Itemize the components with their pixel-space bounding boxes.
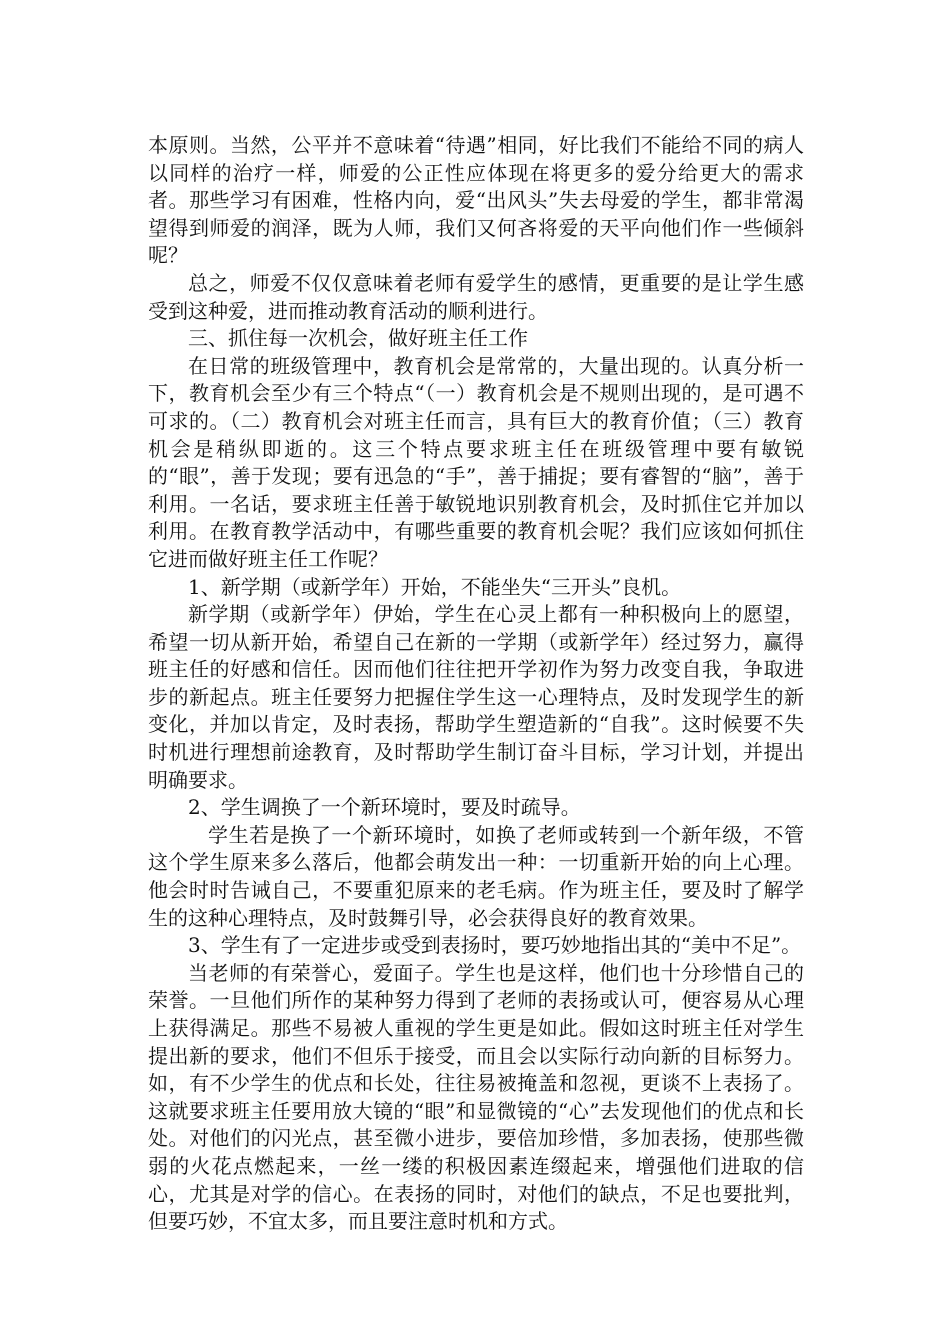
subheading-new-environment: 2、学生调换了一个新环境时，要及时疏导。 bbox=[188, 795, 581, 820]
subheading-progress-praise: 3、学生有了一定进步或受到表扬时，要巧妙地指出其的“美中不足”。 bbox=[188, 933, 802, 958]
document-body bbox=[148, 132, 804, 1236]
paragraph-conclusion: 总之，师爱不仅仅意味着老师有爱学生的感情，更重要的是让学生感受到这种爱，进而推动教育活动的顺利进行。 bbox=[148, 270, 804, 323]
paragraph-progress-praise: 当老师的有荣誉心，爱面子。学生也是这样，他们也十分珍惜自己的荣誉。一旦他们所作的某种努力得到了老师的表扬或认可，便容易从心理上获得满足。那些不易被人重视的学生更是如此。假如这时班主任对学生提出新的要求，他们不但乐于接受，而且会以实际行动向新的目标努力。如，有不少学生的优点和长处，往往易被掩盖和忽视，更谈不上表扬了。这就要求班主任要用放大镜的“眼”和显微镜的“心”去发现他们的优点和长处。对他们的闪光点，甚至微小进步，要倍加珍惜，多加表扬，使那些微弱的火花点燃起来，一丝一缕的积极因素连缀起来，增强他们进取的信心，尤其是对学的信心。在表扬的同时，对他们的缺点，不足也要批判，但要巧妙，不宜太多，而且要注意时机和方式。 bbox=[148, 960, 804, 1234]
paragraph-new-environment: 学生若是换了一个新环境时，如换了老师或转到一个新年级，不管这个学生原来多么落后，他都会萌发出一种：一切重新开始的向上心理。他会时时告诫自己，不要重犯原来的老毛病。作为班主任，要及时了解学生的这种心理特点，及时鼓舞引导，必会获得良好的教育效果。 bbox=[148, 822, 804, 930]
paragraph-education-opportunity: 在日常的班级管理中，教育机会是常常的，大量出现的。认真分析一下，教育机会至少有三个特点“（一）教育机会是不规则出现的，是可遇不可求的。（二）教育机会对班主任而言，具有巨大的教育价值；（三）教育机会是稍纵即逝的。这三个特点要求班主任在班级管理中要有敏锐的“眼”，善于发现；要有迅急的“手”，善于捕捉；要有睿智的“脑”，善于利用。一名话，要求班主任善于敏锐地识别教育机会，及时抓住它并加以利用。在教育教学活动中，有哪些重要的教育机会呢？我们应该如何抓住它进而做好班主任工作呢？ bbox=[148, 353, 804, 571]
subheading-new-semester: 1、新学期（或新学年）开始，不能坐失“三开头”良机。 bbox=[188, 574, 682, 599]
paragraph-new-semester: 新学期（或新学年）伊始，学生在心灵上都有一种积极向上的愿望，希望一切从新开始，希望自己在新的一学期（或新学年）经过努力，赢得班主任的好感和信任。因而他们往往把开学初作为努力改变自我，争取进步的新起点。班主任要努力把握住学生这一心理特点，及时发现学生的新变化，并加以肯定，及时表扬，帮助学生塑造新的“自我”。这时候要不失时机进行理想前途教育，及时帮助学生制订奋斗目标，学习计划，并提出明确要求。 bbox=[148, 602, 804, 792]
paragraph-fair-love: 本原则。当然，公平并不意味着“待遇”相同，好比我们不能给不同的病人以同样的治疗一样，师爱的公正性应体现在将更多的爱分给更大的需求者。那些学习有困难，性格内向，爱“出风头”失去母爱的学生，都非常渴望得到师爱的润泽，既为人师，我们又何吝将爱的天平向他们作一些倾斜呢？ bbox=[148, 133, 804, 268]
section-heading-three: 三、抓住每一次机会，做好班主任工作 bbox=[188, 326, 528, 351]
